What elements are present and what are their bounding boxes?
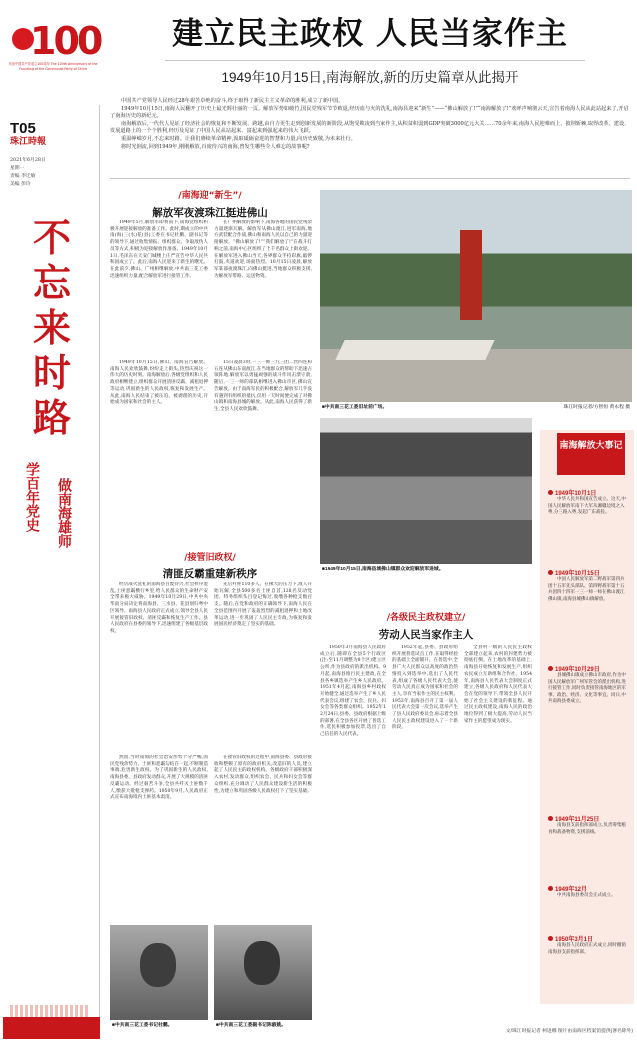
sidebar-divider: [99, 105, 100, 1020]
intro-divider: [110, 178, 630, 179]
slogan-char: 忘: [32, 260, 71, 305]
section1-col2: 在广州解放的影响下,南海各地的国民党残余力量逐渐瓦解。解放军从佛山渡江,进军南海,地方武装配合作战,佛山和南海人民以自己的力量迎接解放。“佛山解放了!”“我们解放了!”在战斗打响之前,南海中心区组织了上千名群众上街欢迎。在解放军进入佛山当天,各界群众手持彩旗,敲锣打鼓,夹道欢迎,场面热烈。10月15日凌晨,解放军某部夜渡珠江,向佛山挺进,当地群众积极支援,为解放军带路、运送物资。: [214, 220, 312, 279]
page-code: T05: [10, 120, 36, 137]
page-credit: 文/珠江时报记者 柯进娜 图片由南海区档案馆提供(署名除外): [505, 1029, 633, 1034]
timeline-date-text: 1949年10月15日: [555, 571, 600, 577]
section3-title: 劳动人民当家作主人: [378, 629, 474, 641]
timeline-item: [548, 488, 630, 568]
timeline-item: [548, 814, 630, 884]
slogan-char: 来: [32, 305, 71, 350]
brand-name: 珠江時報: [10, 137, 47, 147]
slogan-char: 时: [32, 350, 71, 395]
stone-wall: [335, 340, 494, 360]
section1-col3: 1949年10月15日,佛山、南海宣告解放。南海人民欢欣鼓舞,纷纷走上街头,热烈庆祝这一伟大的历史时刻。南海解放后,各级党组织和人民政府相继建立,组织群众开展清匪反霸、减租退押等运动,巩固新生的人民政权,恢复和发展生产。从此,南海人民结束了被压迫、被剥削的历史,开始成为国家和社会的主人。: [110, 360, 208, 406]
timeline-item: [548, 568, 630, 664]
timeline-item: [548, 934, 630, 994]
series-line-2: 做南海雄师: [56, 478, 72, 548]
logo-caption: 庆祝中国共产党成立100周年 The 100th Anniversary of the Founding of the Communist Party of China: [8, 62, 98, 71]
park-photo-credit: 珠江时报记者/方智恒 黄永程 摄: [563, 405, 630, 410]
section2-col4: 在接管旧政权的过程中,南海县委、县政府接收和整顿了原有的政府机关,改造旧的人员,建立起了人民民主的政权机构。各级政府干部积极深入农村,发动群众,组织农会、民兵和妇女会等群众组织,充分调动了人民群众建设新生活的积极性,为建立和巩固各级人民政权打下了坚实基础。: [214, 755, 312, 794]
portrait-du-peng: [110, 925, 208, 1020]
section2-col2: 然而,当时南海的社会治安形势十分严峻,国民党残余势力、土匪和恶霸勾结在一起,不断制造事端,危害新生政权。为了巩固新生的人民政权,南海县委、县政府发动群众,开展了大规模的清匪反霸运动。经过艰苦斗争,全县共歼灭土匪数千人,缴获大批枪支弹药。1950年9月,人民政府正式宣布南海境内土匪基本肃清。: [110, 755, 208, 801]
parade-caption: ■1949年10月15日,南海县城佛山镇群众欢迎解放军进城。: [322, 567, 444, 572]
timeline-date: [548, 488, 630, 497]
section2-col3: 先后歼匪110多人。在佛大的压力下,敌人开始瓦解,全县500多名土匪自首,128名反动党团、特务组织头目登记悔过,收缴各种枪支数百支。随后,在党和政府的正确领导下,南海人民在全县范围内开展了轰轰烈烈的减租退押和土地改革运动,进一步巩固了人民民主专政,为恢复和发展国民经济奠定了坚实的基础。: [214, 582, 312, 628]
timeline-date-text: 1949年11月25日: [555, 817, 600, 823]
timeline-heading-text: 南海解放大事记: [559, 441, 623, 451]
section3-kicker: /各级民主政权建立/: [386, 613, 466, 623]
timeline-text: 南海县支前指挥部成立,负责筹集粮食和战备物资,支援前线。: [548, 823, 626, 835]
timeline-dot-icon: [548, 570, 553, 575]
timeline-date: [548, 934, 630, 943]
section1-title: 解放军夜渡珠江挺进佛山: [152, 207, 268, 219]
intro-block: [110, 98, 630, 151]
intro-paragraph: 重温峥嵘岁月,不忘来时路。让我们赓续革命精神,汲取砥砺奋进的智慧和力量,向历史致敬,为未来壮行。: [121, 135, 356, 142]
timeline-date: [548, 568, 630, 577]
section3-col3: 全县村一级的人民民主政权全部建立起来,农村的封建势力被彻底打倒。在土地改革的基础上,南海县开始恢复和发展生产,组织农民成立互助组和合作社。1954年,南海县人民代表大会制度正式建立,各级人民政府和人民代表大会在党的领导下,带领全县人民开始了社会主义建设的新征程。通过民主政权建设,南海人民的政治地位得到了极大提高,劳动人民当家作主的愿望成为现实。: [464, 645, 532, 724]
page-title: 建立民主政权 人民当家作主: [172, 16, 568, 52]
timeline-dot-icon: [548, 490, 553, 495]
logo-number: 100: [30, 19, 101, 63]
section2-title: 清匪反霸重建新秩序: [162, 568, 258, 580]
intro-paragraph: 中国共产党领导人民经过28年艰苦卓绝的奋斗,终于取得了新民主主义革命的胜利,成立了新中国。: [121, 98, 344, 104]
timeline-list: [548, 488, 630, 994]
editor: 责编 李迁敏: [10, 174, 36, 179]
slogan-char: 不: [32, 215, 71, 260]
timeline-date-text: 1949年10月1日: [555, 491, 597, 497]
designer: 美编 彭玲: [10, 182, 31, 187]
timeline-heading: [557, 433, 625, 475]
section1-col4: 15日凌晨3时,一三一师三九三团二营四连和五连从佛山东南渡江,在当地群众的帮助下迅速占领阵地,解放军以勇猛顽强的战斗作风击溃守敌,随后,一三一师的部队相继进入佛山市区,佛山宣告解放。由于南海军民的积极配合,解放军几乎没有遇到有组织的抵抗,仅用一天时间便完成了对佛山镇和南海县城的解放。从此,南海人民获得了新生,全县人民欢欣鼓舞。: [214, 360, 312, 412]
intro-paragraph: 南海解放后,一代代人见证了经济社会的恢复和不断发展、跨越,由自力更生走到创新发展的新阶段,从饱受欺凌到当家作主,从积贫积弱到GDP突破3000亿元大关……70余年来,南海人民迎难而上、披荆斩棘,取得改革、建设、发展道路上的一个个胜利,经历及见证了中国人民从站起来、富起来到强起来的伟大飞跃。: [110, 120, 630, 135]
section3-col1: 1950年3月南海县人民政府成立后,随即在全县5个行政区(注:至11月调整为8个区)建立区公所,作为县政府的派出机构。9月起,南海县推行民主建政,在全县各乡镇选举产生乡人民政府。1951年4月起,南海县乡村政权开始健全,通过选举产生了乡人民代表会议,组建了农会、民兵、妇女会等各类群众组织。1952年12月24日,县委、县政府根据上级的部署,在全县各区开展了普选工作,选民积极参加投票,选出了自己信任的人民代表。: [320, 645, 386, 738]
timeline-date: [548, 814, 630, 823]
title-divider: [165, 60, 585, 61]
section1-kicker: /南海迎“新生”/: [178, 191, 242, 201]
intro-paragraph: 1949年10月15日,南海人民翻开了历史上最光辉壮丽的一页。解放军势如破竹,国民党残军节节败退,经历血与火的洗礼,南海县迎来“新生”——“佛山解放了!”“南海解放了!”欢呼声响彻云天,宣告着南海人民从此站起来了,开启了南海历史的新纪元。: [110, 105, 629, 120]
portrait1-caption: ■中共南三花工委书记杜鹏。: [112, 1023, 173, 1028]
page-subtitle: 1949年10月15日,南海解放,新的历史篇章从此揭开: [221, 70, 519, 85]
monument: [460, 230, 482, 320]
timeline-text: 县城佛山镇成立佛山市政府,作为中国人民解放军广州军管会的派出机构,进行接管工作,同时负责接管南海地区的军事、政治、经济、文化等事宜。同日,中共南海县委成立。: [548, 673, 626, 704]
park-caption: ■中共南三花工委旧址前广场。: [322, 405, 388, 410]
footer-bar: [3, 1017, 100, 1039]
section2-kicker: /接管旧政权/: [184, 553, 236, 563]
section3-col2: 1952年起,县委、县政府组织开展普选试点工作,在取得经验的基础上全面铺开。在普选中,全县广大人民群众以高度的政治热情投入到选举中,选出了人民代表,组成了各级人民代表大会,使劳动人民真正成为国家和社会的主人,享有当家作主的民主权利。1953年,南海县召开了第一届人民代表大会第一次会议,选举产生了县人民政府委员会,标志着全县人民民主政权建设进入了一个新阶段。: [392, 645, 458, 731]
timeline-date-text: 1949年12月: [555, 887, 588, 893]
portrait-face: [140, 943, 176, 987]
centenary-logo: [6, 18, 101, 80]
timeline-date-text: 1949年10月29日: [555, 667, 600, 673]
memorial-square-photo: [320, 190, 632, 402]
section1-col1: 1949年5月,解放军即将南下,南海党组织积极开展迎接解放的准备工作。此时,期成立的中共南(海)三(水)花(县)工委在书记杜鹏、副书记等的领导下,通过收集情报、组织群众、争取敌伪人员等方式,积极为迎接解放作准备。1949年10月1日,毛泽东在天安门城楼上庄严宣告中华人民共和国成立了。此后,南海人民迎来了新生的曙光。在此前夕,佛山、广州相继解放,中共南三花工委迅速组织力量,配合解放军进行接管工作。: [110, 220, 208, 279]
portrait2-caption: ■中共南三花工委副书记陈淑姚。: [216, 1023, 287, 1028]
timeline-text: 中国人民解放军第二野战军第四兵团十五军先头部队、第四野战军第十五兵团四十四军一三一师一师在佛山渡江佛山镇,南海县城佛山镇解放。: [548, 577, 625, 602]
parade-photo: [320, 418, 532, 564]
timeline-dot-icon: [548, 666, 553, 671]
timeline-text: 中华人民共和国宣告成立。这天,中国人民解放军南下大军从湘赣边境之入粤,分三路入粤,发起广东战役。: [548, 497, 626, 515]
portrait-chen-shuyao: [214, 925, 312, 1020]
issue-date: 2021年6月28日: [10, 158, 46, 163]
timeline-date: [548, 884, 630, 893]
slogan-char: 路: [32, 395, 71, 440]
timeline-dot-icon: [548, 886, 553, 891]
portrait-face: [244, 941, 280, 985]
timeline-dot-icon: [548, 816, 553, 821]
section2-col1: 经历战火洗礼的南海县百废待兴,社会秩序混乱,土匪恶霸横行乡里,给人民群众的生命财产安全带来极大威胁。1949年10月29日,中共中央华南分局决定将南海县、三水县、花县划归粤中区领导。南海县人民政府正式成立,领导全县人民开展接管旧政权、清匪反霸和恢复生产工作。县人民政府在县委的领导下,迅速组建了各级基层政权。: [110, 582, 208, 634]
timeline-date: [548, 664, 630, 673]
series-line-1: 学百年党史: [24, 462, 40, 532]
timeline-text: 中共南海县委员会正式成立。: [557, 893, 616, 898]
timeline-text: 南海县人民政府正式成立,同时撤销南海县支前指挥部。: [548, 943, 626, 955]
timeline-dot-icon: [548, 936, 553, 941]
timeline-item: [548, 664, 630, 814]
intro-paragraph: 将时光倒流,回到1949年,刚刚解放,百废待兴的南海,曾发生哪些令人难忘的故事呢?: [121, 143, 310, 150]
timeline-date-text: 1950年3月1日: [555, 937, 594, 943]
timeline-item: [548, 884, 630, 934]
weekday: 星期一: [10, 166, 25, 171]
